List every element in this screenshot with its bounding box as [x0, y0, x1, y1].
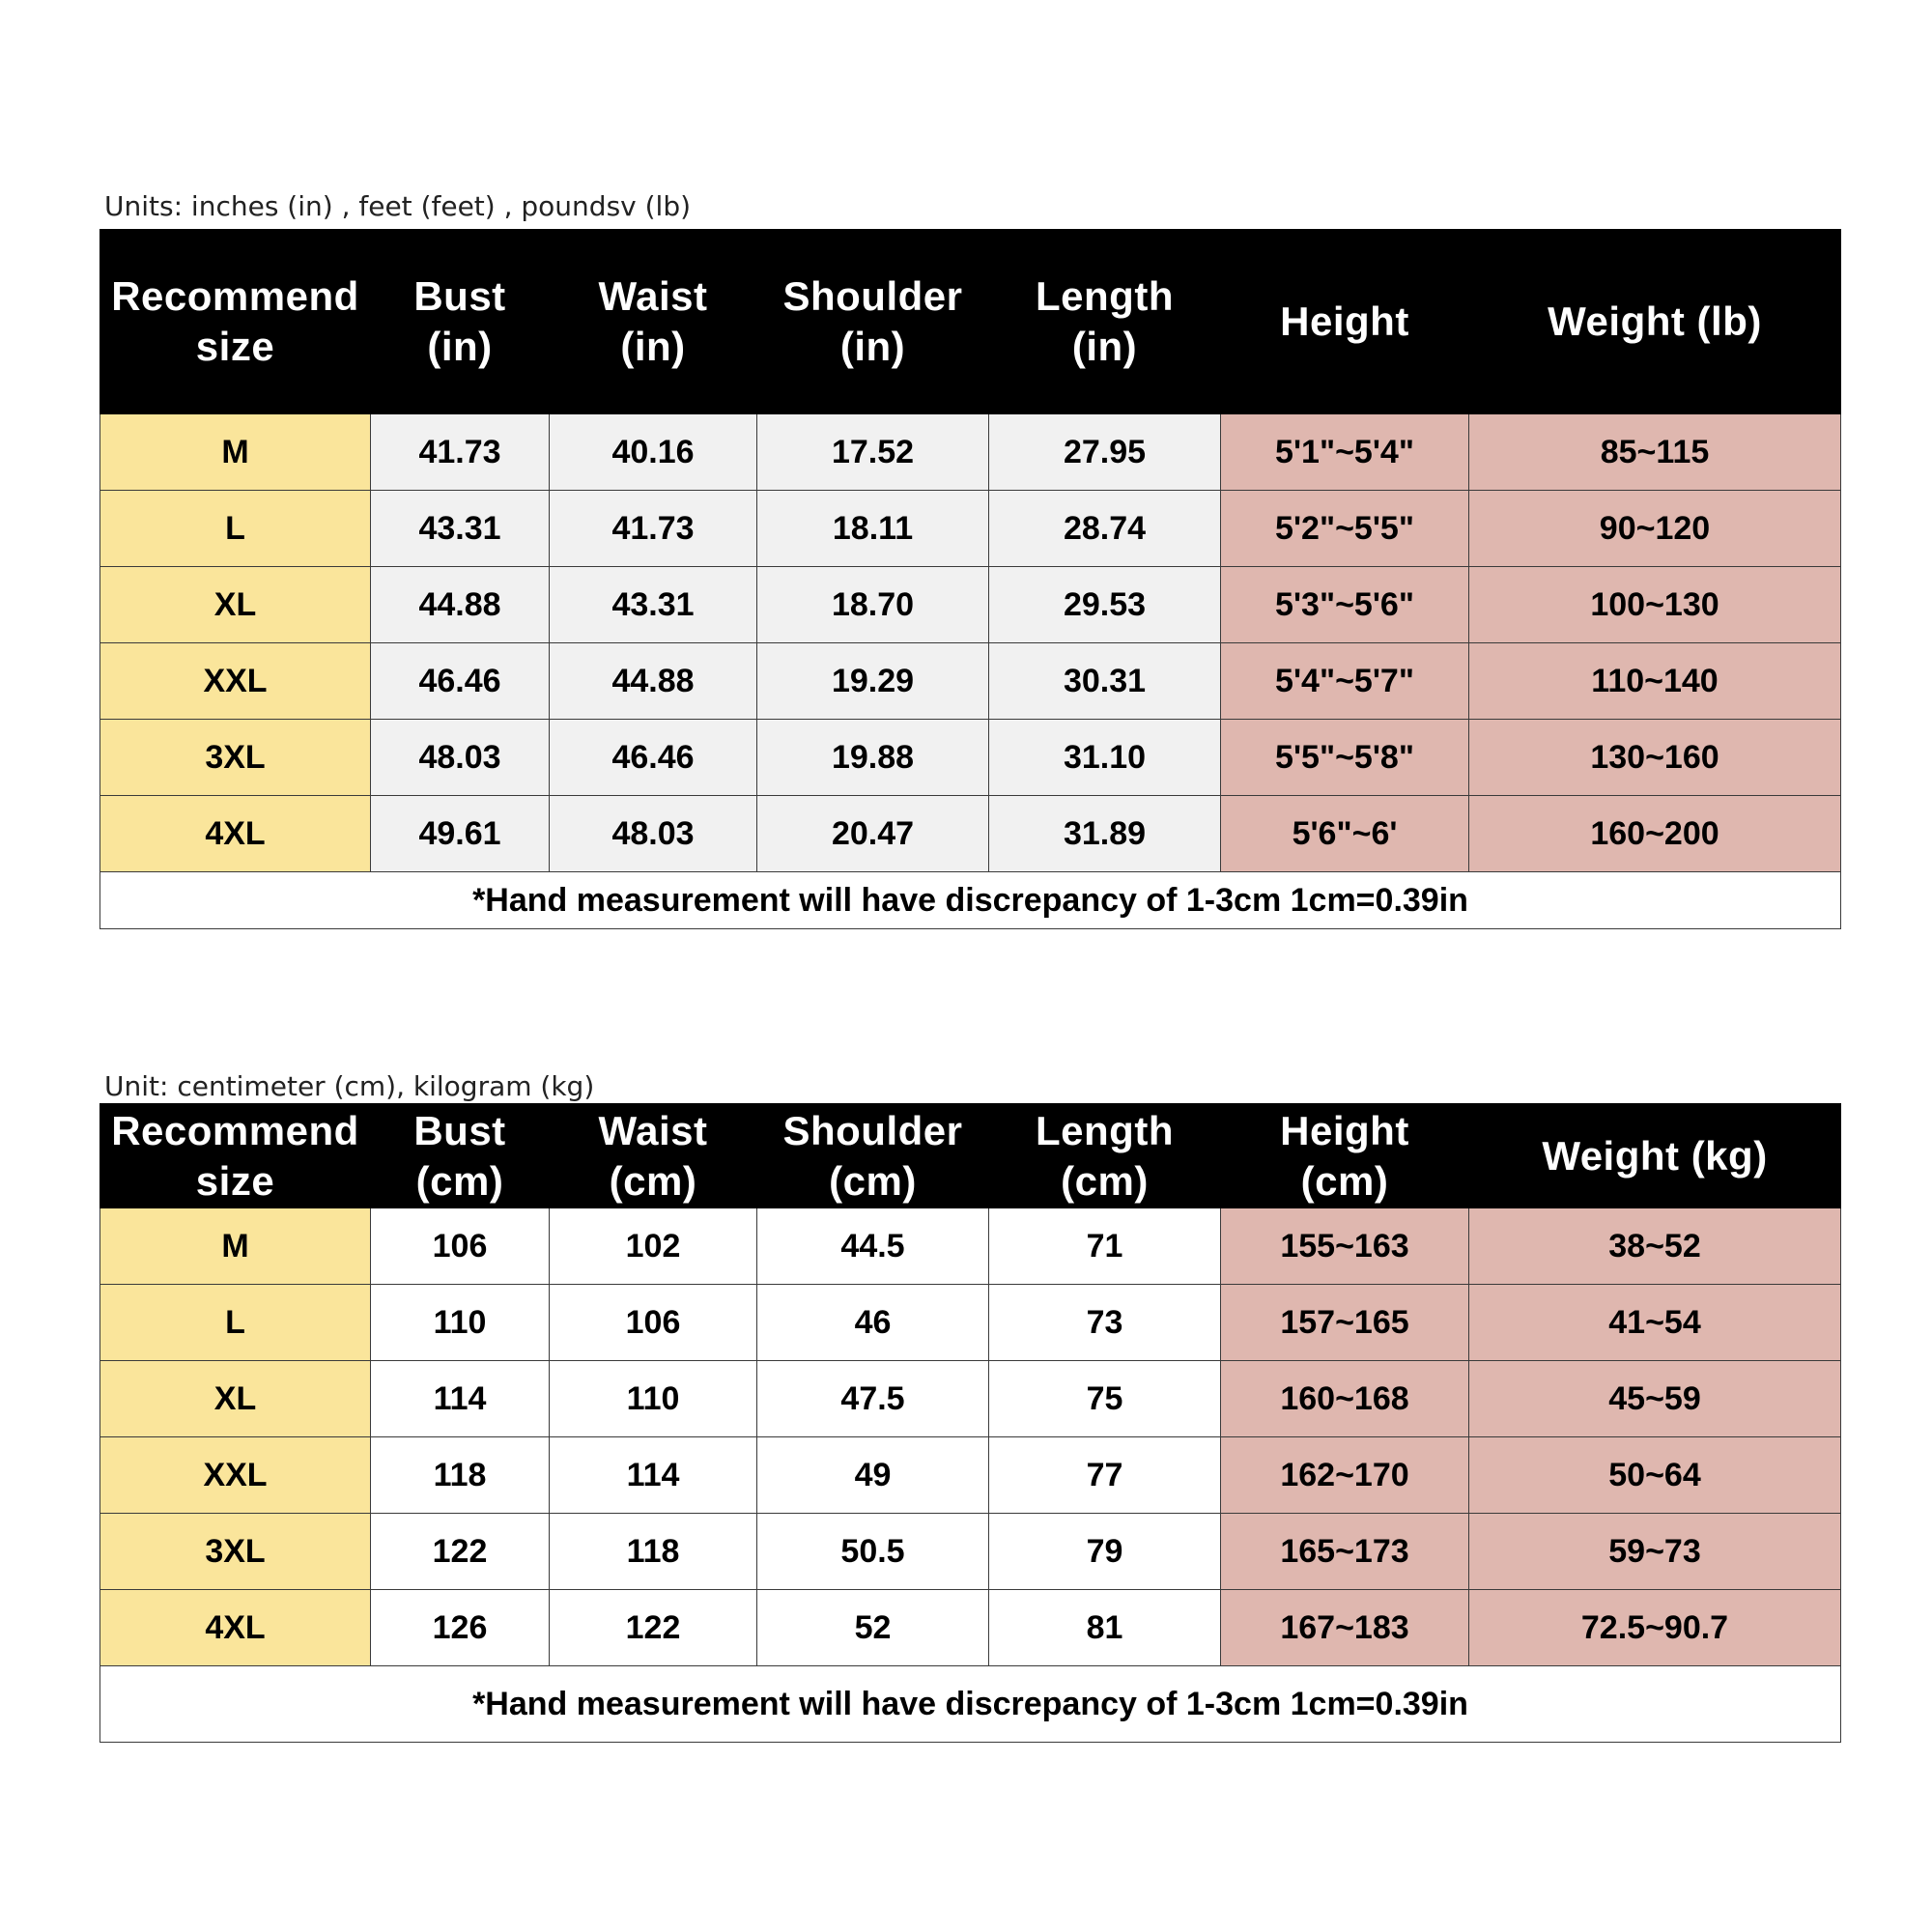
units-caption-inches: Units: inches (in) , feet (feet) , poundsv (lb) — [104, 190, 692, 222]
length-cell: 71 — [989, 1208, 1221, 1285]
header-length: Length (cm) — [989, 1104, 1221, 1208]
table-row — [100, 720, 1841, 796]
waist-cell: 46.46 — [550, 720, 757, 796]
header-bust: Bust (cm) — [371, 1104, 550, 1208]
waist-cell: 110 — [550, 1361, 757, 1437]
size-cell: L — [100, 491, 371, 567]
weight-cell: 90~120 — [1469, 491, 1841, 567]
length-cell: 30.31 — [989, 643, 1221, 720]
waist-cell: 44.88 — [550, 643, 757, 720]
length-cell: 31.10 — [989, 720, 1221, 796]
measurement-note: *Hand measurement will have discrepancy of 1-3cm 1cm=0.39in — [100, 872, 1841, 929]
height-cell: 157~165 — [1221, 1285, 1469, 1361]
bust-cell: 46.46 — [371, 643, 550, 720]
table-row — [100, 567, 1841, 643]
units-caption-cm: Unit: centimeter (cm), kilogram (kg) — [104, 1070, 595, 1102]
shoulder-cell: 19.29 — [757, 643, 989, 720]
header-length: Length (in) — [989, 230, 1221, 414]
length-cell: 75 — [989, 1361, 1221, 1437]
height-cell: 155~163 — [1221, 1208, 1469, 1285]
header-shoulder: Shoulder (cm) — [757, 1104, 989, 1208]
shoulder-cell: 44.5 — [757, 1208, 989, 1285]
table-row — [100, 1361, 1841, 1437]
size-cell: XL — [100, 567, 371, 643]
header-shoulder: Shoulder (in) — [757, 230, 989, 414]
length-cell: 27.95 — [989, 414, 1221, 491]
height-cell: 5'1"~5'4" — [1221, 414, 1469, 491]
weight-cell: 160~200 — [1469, 796, 1841, 872]
length-cell: 31.89 — [989, 796, 1221, 872]
bust-cell: 44.88 — [371, 567, 550, 643]
weight-cell: 50~64 — [1469, 1437, 1841, 1514]
header-bust: Bust (in) — [371, 230, 550, 414]
bust-cell: 41.73 — [371, 414, 550, 491]
weight-cell: 59~73 — [1469, 1514, 1841, 1590]
waist-cell: 41.73 — [550, 491, 757, 567]
header-height: Height — [1221, 230, 1469, 414]
size-chart-inches — [99, 229, 1841, 929]
note-row — [100, 1666, 1841, 1743]
weight-cell: 85~115 — [1469, 414, 1841, 491]
weight-cell: 100~130 — [1469, 567, 1841, 643]
length-cell: 29.53 — [989, 567, 1221, 643]
size-cell: 4XL — [100, 796, 371, 872]
shoulder-cell: 17.52 — [757, 414, 989, 491]
shoulder-cell: 47.5 — [757, 1361, 989, 1437]
table-row — [100, 1514, 1841, 1590]
size-cell: 4XL — [100, 1590, 371, 1666]
header-row — [100, 230, 1841, 414]
size-cell: L — [100, 1285, 371, 1361]
length-cell: 81 — [989, 1590, 1221, 1666]
shoulder-cell: 20.47 — [757, 796, 989, 872]
height-cell: 162~170 — [1221, 1437, 1469, 1514]
length-cell: 79 — [989, 1514, 1221, 1590]
table-row — [100, 1590, 1841, 1666]
table-row — [100, 491, 1841, 567]
weight-cell: 72.5~90.7 — [1469, 1590, 1841, 1666]
size-cell: 3XL — [100, 720, 371, 796]
table-row — [100, 796, 1841, 872]
waist-cell: 114 — [550, 1437, 757, 1514]
table-row — [100, 1437, 1841, 1514]
size-cell: XL — [100, 1361, 371, 1437]
bust-cell: 106 — [371, 1208, 550, 1285]
length-cell: 73 — [989, 1285, 1221, 1361]
header-weight: Weight (lb) — [1469, 230, 1841, 414]
header-row — [100, 1104, 1841, 1208]
shoulder-cell: 49 — [757, 1437, 989, 1514]
measurement-note: *Hand measurement will have discrepancy of 1-3cm 1cm=0.39in — [100, 1666, 1841, 1743]
table-row — [100, 414, 1841, 491]
length-cell: 28.74 — [989, 491, 1221, 567]
length-cell: 77 — [989, 1437, 1221, 1514]
shoulder-cell: 18.11 — [757, 491, 989, 567]
waist-cell: 43.31 — [550, 567, 757, 643]
height-cell: 5'3"~5'6" — [1221, 567, 1469, 643]
weight-cell: 41~54 — [1469, 1285, 1841, 1361]
header-recommend-size: Recommend size — [100, 230, 371, 414]
bust-cell: 118 — [371, 1437, 550, 1514]
weight-cell: 110~140 — [1469, 643, 1841, 720]
size-chart-cm — [99, 1103, 1841, 1743]
size-cell: M — [100, 414, 371, 491]
shoulder-cell: 50.5 — [757, 1514, 989, 1590]
weight-cell: 130~160 — [1469, 720, 1841, 796]
waist-cell: 118 — [550, 1514, 757, 1590]
size-cell: M — [100, 1208, 371, 1285]
table-row — [100, 643, 1841, 720]
size-cell: XXL — [100, 643, 371, 720]
waist-cell: 48.03 — [550, 796, 757, 872]
waist-cell: 40.16 — [550, 414, 757, 491]
shoulder-cell: 18.70 — [757, 567, 989, 643]
header-waist: Waist (in) — [550, 230, 757, 414]
height-cell: 5'2"~5'5" — [1221, 491, 1469, 567]
bust-cell: 43.31 — [371, 491, 550, 567]
table-row — [100, 1208, 1841, 1285]
bust-cell: 49.61 — [371, 796, 550, 872]
height-cell: 165~173 — [1221, 1514, 1469, 1590]
bust-cell: 114 — [371, 1361, 550, 1437]
header-waist: Waist (cm) — [550, 1104, 757, 1208]
waist-cell: 106 — [550, 1285, 757, 1361]
height-cell: 167~183 — [1221, 1590, 1469, 1666]
waist-cell: 102 — [550, 1208, 757, 1285]
waist-cell: 122 — [550, 1590, 757, 1666]
weight-cell: 45~59 — [1469, 1361, 1841, 1437]
bust-cell: 126 — [371, 1590, 550, 1666]
shoulder-cell: 52 — [757, 1590, 989, 1666]
height-cell: 5'4"~5'7" — [1221, 643, 1469, 720]
size-cell: XXL — [100, 1437, 371, 1514]
weight-cell: 38~52 — [1469, 1208, 1841, 1285]
bust-cell: 48.03 — [371, 720, 550, 796]
note-row — [100, 872, 1841, 929]
header-weight: Weight (kg) — [1469, 1104, 1841, 1208]
bust-cell: 110 — [371, 1285, 550, 1361]
height-cell: 160~168 — [1221, 1361, 1469, 1437]
height-cell: 5'5"~5'8" — [1221, 720, 1469, 796]
height-cell: 5'6"~6' — [1221, 796, 1469, 872]
header-height: Height (cm) — [1221, 1104, 1469, 1208]
size-cell: 3XL — [100, 1514, 371, 1590]
bust-cell: 122 — [371, 1514, 550, 1590]
shoulder-cell: 46 — [757, 1285, 989, 1361]
header-recommend-size: Recommend size — [100, 1104, 371, 1208]
shoulder-cell: 19.88 — [757, 720, 989, 796]
table-row — [100, 1285, 1841, 1361]
